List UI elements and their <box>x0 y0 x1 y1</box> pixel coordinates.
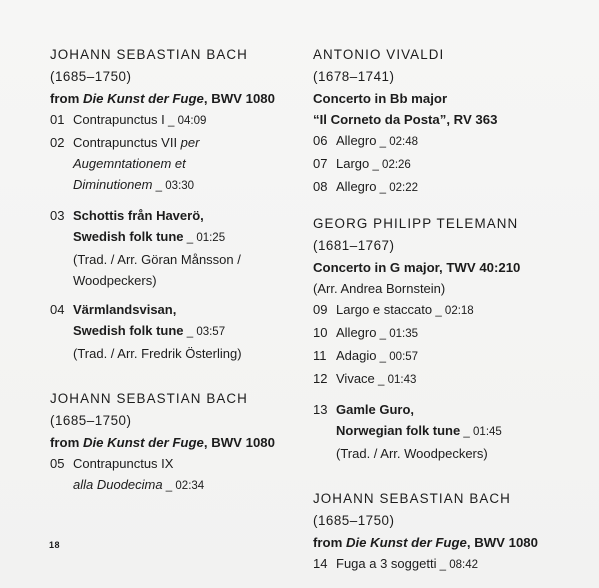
track-number: 02 <box>50 135 65 150</box>
arranger-credit: (Trad. / Arr. Fredrik Österling) <box>73 346 242 361</box>
section-telemann <box>313 213 593 464</box>
track-duration: 00:57 <box>389 351 419 363</box>
work-title: Concerto in G major, TWV 40:210 <box>313 260 521 275</box>
work-title: from Die Kunst der Fuge, BWV 1080 <box>313 535 538 550</box>
track-title: Contrapunctus IX <box>73 456 174 471</box>
arranger-credit: (Trad. / Arr. Göran Månsson / <box>73 252 241 267</box>
track-duration: 08:42 <box>449 559 479 571</box>
track-title: Allegro <box>336 179 377 194</box>
track-title: Vivace <box>336 371 375 386</box>
composer-name: GEORG PHILIPP TELEMANN <box>313 216 519 231</box>
track-title-line3: Diminutionem <box>73 177 153 192</box>
track-duration: 02:22 <box>389 182 419 194</box>
track-title: Adagio <box>336 348 377 363</box>
track-title: Fuga a 3 soggetti <box>336 556 437 571</box>
work-subtitle: “Il Corneto da Posta”, RV 363 <box>313 112 498 127</box>
track-duration: 01:35 <box>389 328 419 340</box>
track-duration: 04:09 <box>177 115 207 127</box>
composer-name: JOHANN SEBASTIAN BACH <box>50 47 248 62</box>
track-title: Gamle Guro, <box>336 402 415 417</box>
track-14: 14 Fuga a 3 soggetti _ 08:42 <box>313 553 593 576</box>
track-title-line2: Swedish folk tune <box>73 323 184 338</box>
arranger-credit: (Trad. / Arr. Woodpeckers) <box>336 446 488 461</box>
track-number: 06 <box>313 133 328 148</box>
left-column <box>50 44 300 497</box>
track-duration: 01:25 <box>196 232 226 244</box>
track-duration: 02:34 <box>175 480 205 492</box>
section-bach-3 <box>313 488 593 576</box>
track-title: Largo e staccato <box>336 302 433 317</box>
composer-name: JOHANN SEBASTIAN BACH <box>313 491 511 506</box>
track-duration: 02:48 <box>389 136 419 148</box>
track-06: 06 Allegro _ 02:48 <box>313 130 593 153</box>
track-number: 01 <box>50 112 65 127</box>
track-number: 14 <box>313 556 328 571</box>
track-08: 08 Allegro _ 02:22 <box>313 176 593 199</box>
track-04: 04 Värmlandsvisan, Swedish folk tune _ 03:57 (Trad. / Arr. Fredrik Österling) <box>50 299 300 364</box>
section-bach-2 <box>50 388 300 497</box>
arranger-credit-line2: Woodpeckers) <box>73 273 157 288</box>
track-title-line2: alla Duodecima <box>73 477 163 492</box>
track-duration: 01:45 <box>473 426 502 438</box>
track-title: Värmlandsvisan, <box>73 302 177 317</box>
track-duration: 03:30 <box>165 180 195 192</box>
track-duration: 03:57 <box>196 326 226 338</box>
track-number: 12 <box>313 371 328 386</box>
track-13: 13 Gamle Guro, Norwegian folk tune _ 01:45 (Trad. / Arr. Woodpeckers) <box>313 399 593 464</box>
work-title: from Die Kunst der Fuge, BWV 1080 <box>50 435 275 450</box>
composer-dates: (1685–1750) <box>50 413 132 428</box>
section-vivaldi <box>313 44 593 199</box>
track-11: 11 Adagio _ 00:57 <box>313 345 593 368</box>
composer-name: JOHANN SEBASTIAN BACH <box>50 391 248 406</box>
track-number: 10 <box>313 325 328 340</box>
track-number: 05 <box>50 456 65 471</box>
track-03: 03 Schottis från Haverö, Swedish folk tune _ 01:25 (Trad. / Arr. Göran Månsson / Woodpeckers) <box>50 205 300 291</box>
track-12: 12 Vivace _ 01:43 <box>313 368 593 391</box>
track-title: Schottis från Haverö, <box>73 208 204 223</box>
composer-dates: (1678–1741) <box>313 69 395 84</box>
track-09: 09 Largo e staccato _ 02:18 <box>313 299 593 322</box>
track-01: 01 Contrapunctus I _ 04:09 <box>50 109 300 132</box>
arranger-credit: (Arr. Andrea Bornstein) <box>313 281 446 296</box>
track-number: 09 <box>313 302 328 317</box>
track-title-line2: Swedish folk tune <box>73 229 184 244</box>
composer-dates: (1685–1750) <box>50 69 132 84</box>
composer-dates: (1681–1767) <box>313 238 395 253</box>
track-number: 07 <box>313 156 328 171</box>
work-title: Concerto in Bb major <box>313 91 448 106</box>
track-07: 07 Largo _ 02:26 <box>313 153 593 176</box>
section-bach-1 <box>50 44 300 364</box>
composer-name: ANTONIO VIVALDI <box>313 47 445 62</box>
work-title: from Die Kunst der Fuge, BWV 1080 <box>50 91 275 106</box>
track-title: Contrapunctus I <box>73 112 165 127</box>
composer-dates: (1685–1750) <box>313 513 395 528</box>
track-title-line2: Norwegian folk tune <box>336 423 461 438</box>
track-number: 11 <box>313 348 327 363</box>
track-number: 04 <box>50 302 65 317</box>
track-title: Allegro <box>336 133 377 148</box>
track-number: 08 <box>313 179 328 194</box>
track-duration: 02:26 <box>382 159 411 171</box>
track-10: 10 Allegro _ 01:35 <box>313 322 593 345</box>
page-number: 18 <box>49 540 61 550</box>
track-05: 05 Contrapunctus IX alla Duodecima _ 02:34 <box>50 453 300 497</box>
track-number: 03 <box>50 208 65 223</box>
track-title: Contrapunctus VII <box>73 135 181 150</box>
right-column <box>313 44 593 576</box>
track-number: 13 <box>313 402 328 417</box>
track-title-line2: Augemntationem et <box>73 156 186 171</box>
track-title: Allegro <box>336 325 377 340</box>
track-title: Largo <box>336 156 370 171</box>
track-02: 02 Contrapunctus VII per Augemntationem et Diminutionem _ 03:30 <box>50 132 300 197</box>
track-duration: 02:18 <box>444 305 474 317</box>
track-duration: 01:43 <box>387 374 417 386</box>
